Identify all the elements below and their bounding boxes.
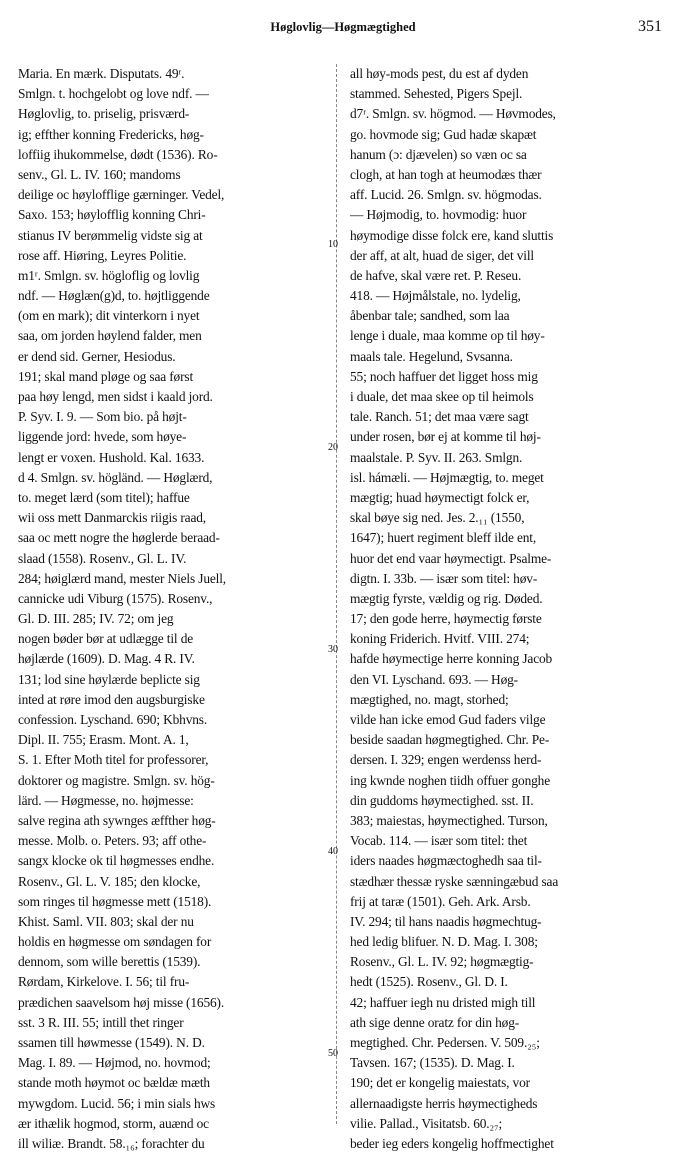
text-line: 418. — Højmålstale, no. lydelig, <box>350 288 521 304</box>
line-number: 20 <box>328 442 338 453</box>
text-line: 55; noch haffuer det ligget hoss mig <box>350 368 538 384</box>
text-line: paa høy lengd, men sidst i kaald jord. <box>18 389 213 404</box>
text-line: ath sige denne oratz for din høg- <box>350 1014 520 1030</box>
text-line: go. hovmode sig; Gud hadæ skapæt <box>350 126 537 142</box>
text-line: frij at taræ (1501). Geh. Ark. Arsb. <box>350 893 531 909</box>
text-line: d 4. Smlgn. sv. högländ. — Høglærd, <box>18 469 213 485</box>
text-line: cannicke udi Viburg (1575). Rosenv., <box>18 590 213 606</box>
text-line: wii oss mett Danmarckis riigis raad, <box>18 510 206 526</box>
text-line: Gl. D. III. 285; IV. 72; om jeg <box>18 611 174 627</box>
text-line: messe. Molb. o. Peters. 93; aff othe- <box>18 833 207 849</box>
text-line: hanum (ɔ: djævelen) so væn oc sa <box>350 146 527 162</box>
text-line: allernaadigste herris høymectigheds <box>350 1095 538 1111</box>
text-line: huor det end vaar høymectigt. Psalme- <box>350 550 552 566</box>
text-line: maalstale. P. Syv. II. 263. Smlgn. <box>350 449 523 465</box>
text-line: Rørdam, Kirkelove. I. 56; til fru- <box>18 974 190 990</box>
text-line: confession. Lyschand. 690; Kbhvns. <box>18 712 208 727</box>
text-line: mægtig fyrste, vældig og rig. Døded. <box>350 590 543 606</box>
text-line: Khist. Saml. VII. 803; skal der nu <box>18 913 194 929</box>
text-line: (om en mark); dit vinterkorn i nyet <box>18 308 200 324</box>
text-line: d7ʳ. Smlgn. sv. högmod. — Høvmodes, <box>350 106 556 122</box>
text-line: 383; maiestas, høymectighed. Turson, <box>350 812 548 828</box>
text-line: 1647); huert regiment bleff ilde ent, <box>350 530 537 546</box>
text-line: hedt (1525). Rosenv., Gl. D. I. <box>350 974 508 990</box>
text-line: 190; det er kongelig maiestats, vor <box>350 1075 530 1091</box>
text-line: som ringes til høgmesse mett (1518). <box>18 893 212 909</box>
text-line: digtn. I. 33b. — især som titel: høv- <box>350 570 538 586</box>
text-line: saa, om jorden høylend falder, men <box>18 328 202 344</box>
text-line: clogh, at han togh at heumodæs thær <box>350 166 542 182</box>
text-line: Vocab. 114. — især som titel: thet <box>350 833 528 849</box>
text-line: Tavsen. 167; (1535). D. Mag. I. <box>350 1055 515 1071</box>
text-line: lengt er voxen. Hushold. Kal. 1633. <box>18 449 205 465</box>
text-line: mywgdom. Lucid. 56; i min sials hws <box>18 1095 216 1111</box>
text-line: skal bøye sig ned. Jes. 2.₁₁ (1550, <box>350 510 525 526</box>
text-line: all høy-mods pest, du est af dyden <box>350 66 529 81</box>
text-line: Smlgn. t. hochgelobt og love ndf. — <box>18 86 209 102</box>
text-line: senv., Gl. L. IV. 160; mandoms <box>18 166 181 182</box>
text-line: ssamen till høwmesse (1549). N. D. <box>18 1035 205 1050</box>
text-line: i duale, det maa skee op til heimols <box>350 389 534 404</box>
text-line: 42; haffuer iegh nu dristed migh till <box>350 994 536 1010</box>
text-line: de hafve, skal være ret. P. Reseu. <box>350 267 522 283</box>
text-line: liggende jord: hvede, som høye- <box>18 429 187 445</box>
text-line: salve regina ath sywnges æffther høg- <box>18 812 216 828</box>
line-number: 30 <box>328 644 338 655</box>
text-line: tale. Ranch. 51; det maa være sagt <box>350 409 529 425</box>
text-line: mægtighed, no. magt, storhed; <box>350 691 509 707</box>
text-line: nogen bøder bør at udlægge til de <box>18 631 194 647</box>
text-line: stande moth høymot oc bældæ mæth <box>18 1075 210 1091</box>
left-column <box>18 64 336 1154</box>
text-line: to. meget lærd (som titel); haffue <box>18 489 190 505</box>
line-number: 50 <box>328 1048 338 1059</box>
text-line: S. 1. Efter Moth titel for professorer, <box>18 752 209 768</box>
text-line: maals tale. Hegelund, Svsanna. <box>350 348 513 364</box>
text-line: sst. 3 R. III. 55; intill thet ringer <box>18 1014 184 1030</box>
text-line: er dend sid. Gerner, Hesiodus. <box>18 348 176 364</box>
text-line: saa oc mett nogre the høglerde beraad- <box>18 530 220 546</box>
text-line: sangx klocke ok til høgmesses endhe. <box>18 853 215 869</box>
text-line: Rosenv., Gl. L. IV. 92; høgmægtig- <box>350 954 534 970</box>
text-line: aff. Lucid. 26. Smlgn. sv. högmodas. <box>350 187 542 203</box>
text-line: høymodige disse folck ere, kand sluttis <box>350 227 554 243</box>
text-line: beside saadan høgmegtighed. Chr. Pe- <box>350 732 550 748</box>
text-line: rose aff. Hiøring, Leyres Politie. <box>18 247 187 263</box>
text-line: beder ieg eders kongelig hoffmectighet <box>350 1135 554 1151</box>
line-number: 10 <box>328 239 338 250</box>
text-line: Dipl. II. 755; Erasm. Mont. A. 1, <box>18 732 189 748</box>
text-line: der aff, at alt, huad de siger, det vill <box>350 247 534 263</box>
text-line: prædichen saavelsom høj misse (1656). <box>18 994 225 1010</box>
text-line: vilde han icke emod Gud faders vilge <box>350 712 546 727</box>
text-line: dersen. I. 329; engen werdenss herd- <box>350 752 542 768</box>
text-line: iders naades høgmæctoghedh saa til- <box>350 853 542 869</box>
text-line: 191; skal mand pløge og saa først <box>18 368 194 384</box>
text-line: Rosenv., Gl. L. V. 185; den klocke, <box>18 873 201 889</box>
text-line: inted at røre imod den augsburgiske <box>18 691 205 707</box>
text-line: doktorer og magistre. Smlgn. sv. hög- <box>18 772 215 788</box>
text-line: ær ithælik hogmod, storm, auænd oc <box>18 1115 209 1131</box>
text-line: IV. 294; til hans naadis høgmechtug- <box>350 913 542 929</box>
text-line: 284; høiglærd mand, mester Niels Juell, <box>18 570 227 586</box>
text-line: din guddoms høymectighed. sst. II. <box>350 792 534 808</box>
text-line: Høglovlig, to. priselig, prisværd- <box>18 106 190 122</box>
text-line: ill wiliæ. Brandt. 58.₁₆; forachter du <box>18 1135 205 1151</box>
text-line: hed ledig blifuer. N. D. Mag. I. 308; <box>350 934 538 950</box>
text-line: ig; effther konning Fredericks, høg- <box>18 126 204 142</box>
text-line: ndf. — Høglæn(g)d, to. højtliggende <box>18 288 210 304</box>
text-line: dennom, som wille berettis (1539). <box>18 954 201 970</box>
text-line: loffiig ihukommelse, dødt (1536). Ro- <box>18 146 218 162</box>
text-line: stianus IV berømmelig vidste sig at <box>18 227 203 243</box>
text-line: hafde høymectige herre konning Jacob <box>350 651 553 667</box>
text-line: stammed. Sehested, Pigers Spejl. <box>350 86 523 102</box>
text-line: koning Friderich. Hvitf. VIII. 274; <box>350 631 530 647</box>
text-line: højlærde (1609). D. Mag. 4 R. IV. <box>18 651 195 667</box>
text-line: Saxo. 153; høylofflig konning Chri- <box>18 207 206 223</box>
text-line: — Højmodig, to. hovmodig: huor <box>350 207 527 223</box>
text-line: deilige oc høylofflige gærninger. Vedel, <box>18 187 225 203</box>
text-line: stædhær thessæ ryske sænningæbud saa <box>350 873 559 889</box>
text-line: åbenbar tale; sandhed, som laa <box>350 308 510 324</box>
text-line: slaad (1558). Rosenv., Gl. L. IV. <box>18 550 187 566</box>
text-line: 131; lod sine høylærde beplicte sig <box>18 671 200 687</box>
text-line: megtighed. Chr. Pedersen. V. 509.₂₅; <box>350 1035 540 1050</box>
text-line: P. Syv. I. 9. — Som bio. på højt- <box>18 409 187 425</box>
right-column <box>350 64 668 1154</box>
running-title: Høglovlig—Høgmægtighed <box>270 20 416 34</box>
text-line: mægtig; huad høymectigt folck er, <box>350 489 530 505</box>
text-line: Mag. I. 89. — Højmod, no. hovmod; <box>18 1055 211 1071</box>
text-line: vilie. Pallad., Visitatsb. 60.₂₇; <box>350 1115 503 1131</box>
text-line: isl. hámæli. — Højmægtig, to. meget <box>350 469 544 485</box>
text-line: holdis en høgmesse om søndagen for <box>18 934 212 950</box>
text-line: m1ʳ. Smlgn. sv. högloflig og lovlig <box>18 267 200 283</box>
line-number: 40 <box>328 846 338 857</box>
column-divider <box>336 64 337 1124</box>
text-line: ing kwnde noghen tiidh offuer gonghe <box>350 772 551 788</box>
text-line: lenge i duale, maa komme op til høy- <box>350 328 545 344</box>
text-line: 17; den gode herre, høymectig første <box>350 611 542 627</box>
text-line: under rosen, bør ej at komme til høj- <box>350 429 541 445</box>
text-line: Maria. En mærk. Disputats. 49ʳ. <box>18 66 185 81</box>
text-line: lärd. — Høgmesse, no. højmesse: <box>18 792 194 808</box>
page-header <box>0 18 686 44</box>
page-number: 351 <box>638 18 662 35</box>
text-line: den VI. Lyschand. 693. — Høg- <box>350 671 518 687</box>
